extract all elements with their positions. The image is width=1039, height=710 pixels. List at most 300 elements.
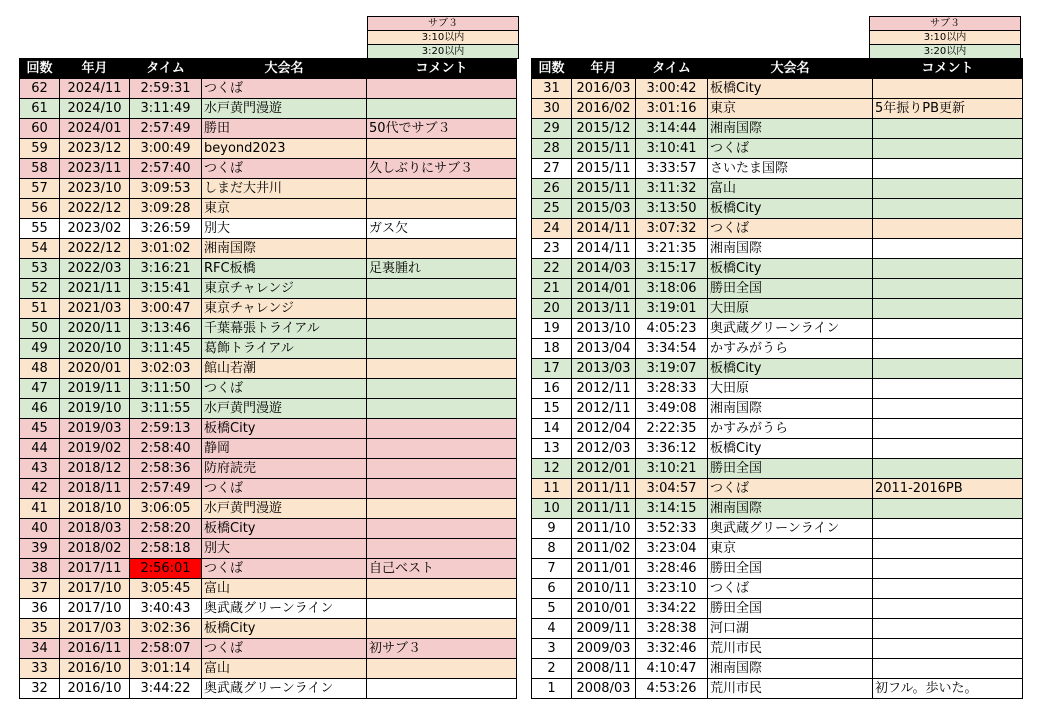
table-row <box>532 559 1023 579</box>
comment-cell <box>367 579 517 599</box>
race-name-cell: 荒川市民 <box>708 679 873 699</box>
finish-time-cell: 3:04:57 <box>636 479 708 499</box>
finish-time-cell: 2:58:40 <box>130 439 202 459</box>
race-name-cell: 大田原 <box>708 299 873 319</box>
year-month-cell: 2012/04 <box>572 419 636 439</box>
comment-cell <box>873 499 1023 519</box>
finish-time-cell: 3:40:43 <box>130 599 202 619</box>
legend-within-310: 3:10以内 <box>368 31 518 45</box>
year-month-cell: 2019/02 <box>60 439 130 459</box>
finish-time-cell: 2:59:13 <box>130 419 202 439</box>
year-month-cell: 2015/11 <box>572 139 636 159</box>
comment-cell <box>873 319 1023 339</box>
year-month-cell: 2022/12 <box>60 199 130 219</box>
race-name-cell: 板橋City <box>708 199 873 219</box>
comment-cell <box>873 239 1023 259</box>
table-row <box>532 299 1023 319</box>
finish-time-cell: 3:16:21 <box>130 259 202 279</box>
finish-time-cell: 3:01:16 <box>636 99 708 119</box>
race-count-cell: 6 <box>532 579 572 599</box>
finish-time-cell: 2:56:01 <box>130 559 202 579</box>
table-row <box>20 119 517 139</box>
comment-cell <box>367 319 517 339</box>
comment-cell <box>367 99 517 119</box>
comment-cell <box>367 539 517 559</box>
finish-time-cell: 2:58:07 <box>130 639 202 659</box>
comment-cell: 初サブ３ <box>367 639 517 659</box>
race-name-cell: 板橋City <box>202 619 367 639</box>
color-legend-right <box>869 16 1021 59</box>
table-row <box>532 479 1023 499</box>
race-name-cell: 湘南国際 <box>708 399 873 419</box>
comment-cell <box>367 239 517 259</box>
finish-time-cell: 3:02:03 <box>130 359 202 379</box>
race-count-cell: 24 <box>532 219 572 239</box>
year-month-cell: 2018/10 <box>60 499 130 519</box>
race-name-cell: 板橋City <box>708 439 873 459</box>
race-count-cell: 5 <box>532 599 572 619</box>
race-name-cell: 奥武蔵グリーンライン <box>202 679 367 699</box>
comment-cell <box>873 539 1023 559</box>
race-name-cell: 勝田全国 <box>708 279 873 299</box>
table-row <box>20 259 517 279</box>
finish-time-cell: 3:18:06 <box>636 279 708 299</box>
race-name-cell: つくば <box>202 639 367 659</box>
table-row <box>532 659 1023 679</box>
race-name-cell: 別大 <box>202 219 367 239</box>
race-name-cell: 東京チャレンジ <box>202 279 367 299</box>
finish-time-cell: 3:44:22 <box>130 679 202 699</box>
comment-cell <box>367 279 517 299</box>
table-row <box>20 659 517 679</box>
comment-cell <box>873 579 1023 599</box>
race-count-cell: 23 <box>532 239 572 259</box>
table-row <box>532 339 1023 359</box>
legend-within-320: 3:20以内 <box>870 45 1020 59</box>
race-name-cell: つくば <box>708 579 873 599</box>
year-month-cell: 2010/01 <box>572 599 636 619</box>
race-count-cell: 56 <box>20 199 60 219</box>
finish-time-cell: 3:06:05 <box>130 499 202 519</box>
race-count-cell: 27 <box>532 159 572 179</box>
race-count-cell: 44 <box>20 439 60 459</box>
table-row <box>20 479 517 499</box>
race-count-cell: 41 <box>20 499 60 519</box>
race-count-cell: 13 <box>532 439 572 459</box>
comment-cell: 50代でサブ３ <box>367 119 517 139</box>
header-comment: コメント <box>873 59 1023 79</box>
finish-time-cell: 4:53:26 <box>636 679 708 699</box>
year-month-cell: 2015/11 <box>572 179 636 199</box>
comment-cell: 2011-2016PB <box>873 479 1023 499</box>
comment-cell <box>367 599 517 619</box>
table-row <box>20 499 517 519</box>
year-month-cell: 2016/11 <box>60 639 130 659</box>
race-count-cell: 55 <box>20 219 60 239</box>
race-name-cell: 勝田全国 <box>708 599 873 619</box>
race-count-cell: 33 <box>20 659 60 679</box>
table-row <box>20 159 517 179</box>
race-name-cell: 湘南国際 <box>708 499 873 519</box>
results-table-right <box>531 58 1023 699</box>
race-name-cell: 奥武蔵グリーンライン <box>708 319 873 339</box>
comment-cell <box>873 399 1023 419</box>
finish-time-cell: 3:23:04 <box>636 539 708 559</box>
finish-time-cell: 3:00:49 <box>130 139 202 159</box>
year-month-cell: 2023/02 <box>60 219 130 239</box>
race-count-cell: 40 <box>20 519 60 539</box>
header-time: タイム <box>130 59 202 79</box>
comment-cell <box>367 339 517 359</box>
race-name-cell: つくば <box>202 159 367 179</box>
finish-time-cell: 3:00:42 <box>636 79 708 99</box>
header-race-name: 大会名 <box>202 59 367 79</box>
race-name-cell: 湘南国際 <box>708 659 873 679</box>
year-month-cell: 2011/11 <box>572 479 636 499</box>
year-month-cell: 2015/12 <box>572 119 636 139</box>
year-month-cell: 2011/11 <box>572 499 636 519</box>
race-name-cell: 奥武蔵グリーンライン <box>708 519 873 539</box>
race-name-cell: 防府読売 <box>202 459 367 479</box>
finish-time-cell: 3:11:55 <box>130 399 202 419</box>
year-month-cell: 2014/11 <box>572 239 636 259</box>
comment-cell <box>873 79 1023 99</box>
table-row <box>532 159 1023 179</box>
comment-cell <box>367 659 517 679</box>
finish-time-cell: 3:14:44 <box>636 119 708 139</box>
table-row <box>20 539 517 559</box>
comment-cell <box>367 439 517 459</box>
race-count-cell: 60 <box>20 119 60 139</box>
year-month-cell: 2021/03 <box>60 299 130 319</box>
header-year-month: 年月 <box>60 59 130 79</box>
race-name-cell: 湘南国際 <box>708 119 873 139</box>
table-row <box>532 199 1023 219</box>
race-count-cell: 2 <box>532 659 572 679</box>
race-count-cell: 42 <box>20 479 60 499</box>
race-name-cell: かすみがうら <box>708 419 873 439</box>
race-name-cell: 千葉幕張トライアル <box>202 319 367 339</box>
race-count-cell: 32 <box>20 679 60 699</box>
table-row <box>532 139 1023 159</box>
race-count-cell: 29 <box>532 119 572 139</box>
comment-cell <box>367 679 517 699</box>
table-row <box>532 399 1023 419</box>
race-name-cell: 河口湖 <box>708 619 873 639</box>
finish-time-cell: 3:19:07 <box>636 359 708 379</box>
race-name-cell: 別大 <box>202 539 367 559</box>
race-name-cell: RFC板橋 <box>202 259 367 279</box>
finish-time-cell: 3:11:49 <box>130 99 202 119</box>
comment-cell <box>873 639 1023 659</box>
year-month-cell: 2020/10 <box>60 339 130 359</box>
year-month-cell: 2024/10 <box>60 99 130 119</box>
table-row <box>20 239 517 259</box>
year-month-cell: 2023/12 <box>60 139 130 159</box>
table-row <box>20 399 517 419</box>
comment-cell <box>367 459 517 479</box>
table-row <box>532 179 1023 199</box>
finish-time-cell: 3:36:12 <box>636 439 708 459</box>
race-name-cell: 水戸黄門漫遊 <box>202 399 367 419</box>
comment-cell <box>873 439 1023 459</box>
comment-cell <box>873 659 1023 679</box>
finish-time-cell: 4:05:23 <box>636 319 708 339</box>
year-month-cell: 2022/03 <box>60 259 130 279</box>
finish-time-cell: 3:11:45 <box>130 339 202 359</box>
table-row <box>20 619 517 639</box>
year-month-cell: 2022/12 <box>60 239 130 259</box>
year-month-cell: 2014/01 <box>572 279 636 299</box>
race-count-cell: 45 <box>20 419 60 439</box>
race-name-cell: 板橋City <box>708 359 873 379</box>
header-time: タイム <box>636 59 708 79</box>
race-count-cell: 11 <box>532 479 572 499</box>
finish-time-cell: 3:49:08 <box>636 399 708 419</box>
comment-cell <box>873 359 1023 379</box>
table-row <box>532 359 1023 379</box>
race-count-cell: 52 <box>20 279 60 299</box>
race-name-cell: 勝田全国 <box>708 559 873 579</box>
finish-time-cell: 3:14:15 <box>636 499 708 519</box>
table-row <box>20 219 517 239</box>
race-count-cell: 15 <box>532 399 572 419</box>
year-month-cell: 2018/11 <box>60 479 130 499</box>
table-header-row <box>20 59 517 79</box>
comment-cell <box>367 359 517 379</box>
race-count-cell: 8 <box>532 539 572 559</box>
year-month-cell: 2012/01 <box>572 459 636 479</box>
table-row <box>532 439 1023 459</box>
race-count-cell: 38 <box>20 559 60 579</box>
table-row <box>532 639 1023 659</box>
table-row <box>532 219 1023 239</box>
comment-cell <box>873 559 1023 579</box>
race-count-cell: 51 <box>20 299 60 319</box>
year-month-cell: 2013/03 <box>572 359 636 379</box>
comment-cell <box>367 479 517 499</box>
comment-cell <box>367 199 517 219</box>
race-name-cell: 板橋City <box>202 419 367 439</box>
table-row <box>20 199 517 219</box>
comment-cell <box>367 619 517 639</box>
finish-time-cell: 2:22:35 <box>636 419 708 439</box>
race-name-cell: beyond2023 <box>202 139 367 159</box>
race-count-cell: 12 <box>532 459 572 479</box>
comment-cell <box>367 519 517 539</box>
color-legend-left <box>367 16 519 59</box>
finish-time-cell: 3:15:17 <box>636 259 708 279</box>
race-name-cell: 奥武蔵グリーンライン <box>202 599 367 619</box>
comment-cell: ガス欠 <box>367 219 517 239</box>
year-month-cell: 2010/11 <box>572 579 636 599</box>
year-month-cell: 2015/03 <box>572 199 636 219</box>
header-comment: コメント <box>367 59 517 79</box>
race-count-cell: 61 <box>20 99 60 119</box>
race-count-cell: 20 <box>532 299 572 319</box>
comment-cell <box>367 399 517 419</box>
table-row <box>532 619 1023 639</box>
year-month-cell: 2009/03 <box>572 639 636 659</box>
finish-time-cell: 3:28:33 <box>636 379 708 399</box>
year-month-cell: 2014/03 <box>572 259 636 279</box>
race-name-cell: 勝田全国 <box>708 459 873 479</box>
race-count-cell: 1 <box>532 679 572 699</box>
finish-time-cell: 3:28:38 <box>636 619 708 639</box>
race-name-cell: 東京 <box>202 199 367 219</box>
comment-cell <box>873 379 1023 399</box>
race-name-cell: さいたま国際 <box>708 159 873 179</box>
table-header-row <box>532 59 1023 79</box>
finish-time-cell: 2:58:18 <box>130 539 202 559</box>
year-month-cell: 2024/01 <box>60 119 130 139</box>
race-name-cell: 富山 <box>708 179 873 199</box>
header-race-name: 大会名 <box>708 59 873 79</box>
comment-cell <box>367 139 517 159</box>
table-row <box>20 379 517 399</box>
year-month-cell: 2016/10 <box>60 679 130 699</box>
race-count-cell: 59 <box>20 139 60 159</box>
table-row <box>20 319 517 339</box>
finish-time-cell: 3:13:50 <box>636 199 708 219</box>
race-name-cell: つくば <box>202 479 367 499</box>
finish-time-cell: 3:02:36 <box>130 619 202 639</box>
race-count-cell: 22 <box>532 259 572 279</box>
comment-cell <box>873 459 1023 479</box>
table-row <box>532 519 1023 539</box>
race-count-cell: 34 <box>20 639 60 659</box>
table-row <box>532 79 1023 99</box>
race-count-cell: 9 <box>532 519 572 539</box>
finish-time-cell: 3:00:47 <box>130 299 202 319</box>
finish-time-cell: 2:58:20 <box>130 519 202 539</box>
table-row <box>20 679 517 699</box>
header-count: 回数 <box>20 59 60 79</box>
finish-time-cell: 3:13:46 <box>130 319 202 339</box>
finish-time-cell: 3:23:10 <box>636 579 708 599</box>
comment-cell: 自己ベスト <box>367 559 517 579</box>
comment-cell <box>367 299 517 319</box>
race-count-cell: 18 <box>532 339 572 359</box>
comment-cell <box>873 219 1023 239</box>
comment-cell <box>873 279 1023 299</box>
race-count-cell: 4 <box>532 619 572 639</box>
table-row <box>532 419 1023 439</box>
finish-time-cell: 3:07:32 <box>636 219 708 239</box>
year-month-cell: 2020/01 <box>60 359 130 379</box>
comment-cell <box>873 139 1023 159</box>
race-count-cell: 54 <box>20 239 60 259</box>
finish-time-cell: 3:10:21 <box>636 459 708 479</box>
race-count-cell: 53 <box>20 259 60 279</box>
table-row <box>532 499 1023 519</box>
race-name-cell: 勝田 <box>202 119 367 139</box>
race-count-cell: 10 <box>532 499 572 519</box>
comment-cell <box>367 379 517 399</box>
year-month-cell: 2018/02 <box>60 539 130 559</box>
year-month-cell: 2019/03 <box>60 419 130 439</box>
comment-cell <box>873 599 1023 619</box>
legend-within-320: 3:20以内 <box>368 45 518 59</box>
finish-time-cell: 3:34:54 <box>636 339 708 359</box>
comment-cell <box>873 259 1023 279</box>
race-name-cell: 板橋City <box>708 79 873 99</box>
race-name-cell: 板橋City <box>202 519 367 539</box>
comment-cell <box>367 419 517 439</box>
table-row <box>20 339 517 359</box>
year-month-cell: 2009/11 <box>572 619 636 639</box>
race-count-cell: 62 <box>20 79 60 99</box>
year-month-cell: 2017/11 <box>60 559 130 579</box>
race-name-cell: 湘南国際 <box>202 239 367 259</box>
finish-time-cell: 3:26:59 <box>130 219 202 239</box>
year-month-cell: 2015/11 <box>572 159 636 179</box>
year-month-cell: 2023/11 <box>60 159 130 179</box>
finish-time-cell: 3:34:22 <box>636 599 708 619</box>
race-count-cell: 47 <box>20 379 60 399</box>
race-count-cell: 28 <box>532 139 572 159</box>
year-month-cell: 2011/10 <box>572 519 636 539</box>
race-name-cell: 富山 <box>202 659 367 679</box>
legend-within-310: 3:10以内 <box>870 31 1020 45</box>
race-name-cell: つくば <box>202 559 367 579</box>
header-year-month: 年月 <box>572 59 636 79</box>
race-count-cell: 57 <box>20 179 60 199</box>
comment-cell <box>367 499 517 519</box>
race-name-cell: 東京 <box>708 99 873 119</box>
table-row <box>532 119 1023 139</box>
race-name-cell: つくば <box>202 379 367 399</box>
race-count-cell: 37 <box>20 579 60 599</box>
year-month-cell: 2008/03 <box>572 679 636 699</box>
table-row <box>532 259 1023 279</box>
race-name-cell: 荒川市民 <box>708 639 873 659</box>
year-month-cell: 2014/11 <box>572 219 636 239</box>
race-count-cell: 49 <box>20 339 60 359</box>
finish-time-cell: 3:09:28 <box>130 199 202 219</box>
results-body-right <box>532 79 1023 699</box>
year-month-cell: 2013/11 <box>572 299 636 319</box>
table-row <box>20 279 517 299</box>
year-month-cell: 2016/03 <box>572 79 636 99</box>
table-row <box>20 359 517 379</box>
race-count-cell: 35 <box>20 619 60 639</box>
finish-time-cell: 3:11:32 <box>636 179 708 199</box>
year-month-cell: 2017/10 <box>60 579 130 599</box>
race-count-cell: 36 <box>20 599 60 619</box>
race-name-cell: 水戸黄門漫遊 <box>202 99 367 119</box>
legend-sub3: サブ３ <box>870 17 1020 31</box>
comment-cell <box>873 299 1023 319</box>
race-count-cell: 31 <box>532 79 572 99</box>
table-row <box>20 579 517 599</box>
comment-cell <box>873 619 1023 639</box>
finish-time-cell: 3:33:57 <box>636 159 708 179</box>
table-row <box>532 239 1023 259</box>
finish-time-cell: 3:05:45 <box>130 579 202 599</box>
year-month-cell: 2019/10 <box>60 399 130 419</box>
finish-time-cell: 2:58:36 <box>130 459 202 479</box>
finish-time-cell: 3:01:02 <box>130 239 202 259</box>
results-table-left <box>19 58 517 699</box>
race-name-cell: 湘南国際 <box>708 239 873 259</box>
year-month-cell: 2012/11 <box>572 379 636 399</box>
race-name-cell: 東京 <box>708 539 873 559</box>
year-month-cell: 2013/04 <box>572 339 636 359</box>
year-month-cell: 2012/11 <box>572 399 636 419</box>
race-count-cell: 17 <box>532 359 572 379</box>
finish-time-cell: 3:15:41 <box>130 279 202 299</box>
